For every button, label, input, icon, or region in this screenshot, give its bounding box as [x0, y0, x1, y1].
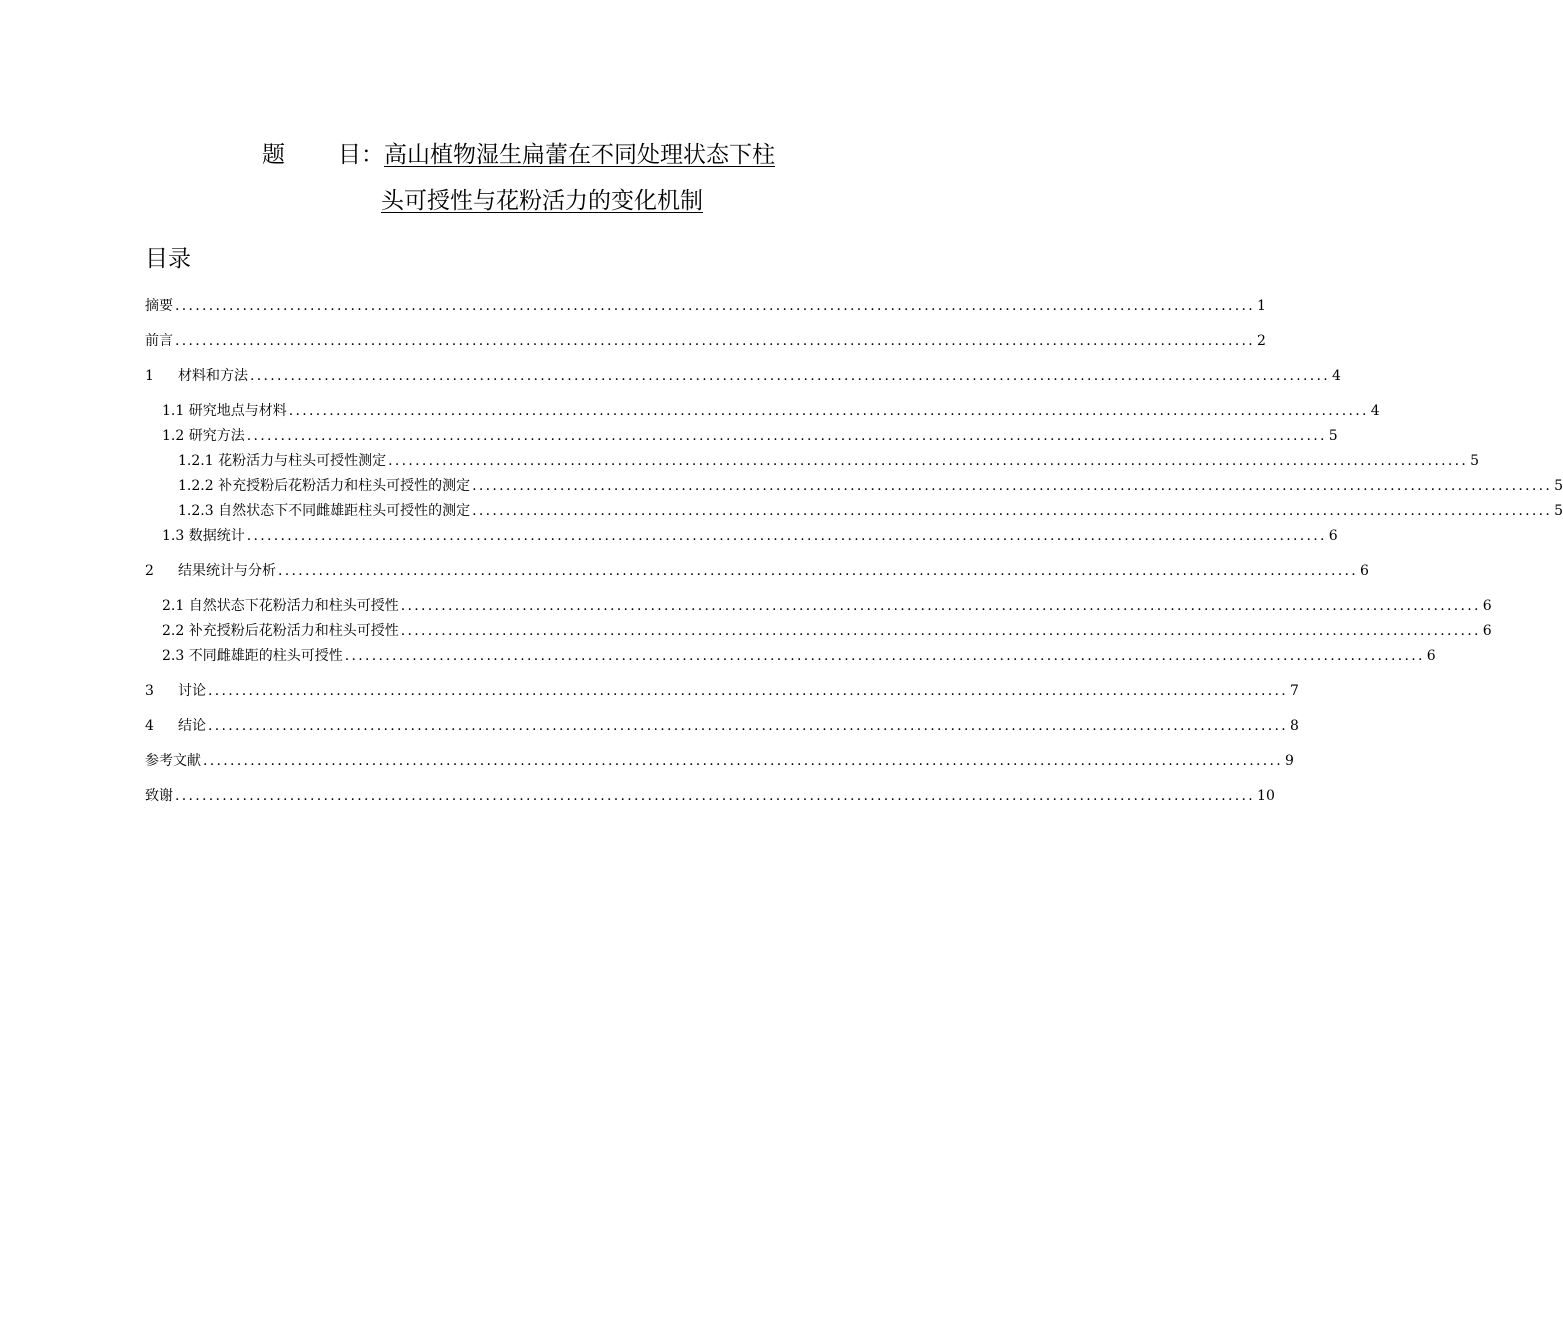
title-label: 题 目：: [262, 142, 384, 168]
toc-entry-preface[interactable]: 前言 ................................................................................................................................................................ 2: [145, 329, 806, 354]
document-title: [262, 132, 822, 224]
leader-dots: ................................................................................................................................................................: [203, 753, 1284, 769]
toc-page-number: 6: [1360, 563, 1369, 579]
leader-dots: ................................................................................................................................................................: [175, 298, 1256, 314]
toc-entry-section-2-1[interactable]: 2.1 自然状态下花粉活力和柱头可授性 ................................................................................................................................................................ 6: [145, 594, 806, 619]
title-text-line-2: 头可授性与花粉活力的变化机制: [381, 188, 703, 214]
toc-page-number: 8: [1290, 718, 1299, 734]
toc-section-number: 2: [145, 563, 154, 579]
toc-entry-abstract[interactable]: 摘要 ................................................................................................................................................................ 1: [145, 294, 806, 319]
toc-page-number: 6: [1482, 623, 1492, 639]
leader-dots: ................................................................................................................................................................: [288, 403, 1369, 419]
title-line-2: [262, 178, 822, 224]
leader-dots: ................................................................................................................................................................: [472, 503, 1553, 519]
toc-entry-section-4[interactable]: 4 结论 ................................................................................................................................................................ 8: [145, 714, 806, 739]
toc-page-number: 9: [1285, 753, 1294, 769]
leader-dots: ................................................................................................................................................................: [175, 788, 1256, 804]
toc-page-number: 4: [1370, 403, 1380, 419]
toc-entry-section-2-3[interactable]: 2.3 不同雌雄距的柱头可授性 ................................................................................................................................................................ 6: [145, 644, 806, 669]
toc-page-number: 5: [1470, 453, 1480, 469]
toc-entry-acknowledgements[interactable]: 致谢 ................................................................................................................................................................ 10: [145, 784, 806, 809]
title-line-1: [262, 132, 822, 178]
toc-page-number: 5: [1554, 503, 1563, 519]
leader-dots: ................................................................................................................................................................: [472, 478, 1553, 494]
leader-dots: ................................................................................................................................................................: [400, 598, 1481, 614]
toc-entry-section-1-2-3[interactable]: 1.2.3 自然状态下不同雌雄距柱头可授性的测定 ................................................................................................................................................................ 5: [145, 499, 806, 524]
leader-dots: ................................................................................................................................................................: [175, 333, 1256, 349]
title-text-line-1: 高山植物湿生扁蕾在不同处理状态下柱: [384, 142, 775, 168]
toc-section-number: 1: [145, 368, 154, 384]
toc-page-number: 5: [1554, 478, 1563, 494]
table-of-contents: [145, 294, 1563, 809]
toc-page-number: 2: [1257, 333, 1266, 349]
leader-dots: ................................................................................................................................................................: [208, 718, 1289, 734]
toc-page-number: 4: [1332, 368, 1341, 384]
leader-dots: ................................................................................................................................................................: [344, 648, 1425, 664]
leader-dots: ................................................................................................................................................................: [250, 368, 1331, 384]
leader-dots: ................................................................................................................................................................: [208, 683, 1289, 699]
toc-page-number: 6: [1482, 598, 1492, 614]
toc-entry-section-2[interactable]: 2 结果统计与分析 ................................................................................................................................................................ 6: [145, 559, 806, 584]
toc-entry-section-1[interactable]: 1 材料和方法 ................................................................................................................................................................ 4: [145, 364, 806, 389]
leader-dots: ................................................................................................................................................................: [278, 563, 1359, 579]
toc-page-number: 7: [1290, 683, 1299, 699]
toc-entry-section-1-3[interactable]: 1.3 数据统计 ................................................................................................................................................................ 6: [145, 524, 806, 549]
toc-entry-section-1-1[interactable]: 1.1 研究地点与材料 ................................................................................................................................................................ 4: [145, 399, 806, 424]
toc-entry-section-1-2[interactable]: 1.2 研究方法 ................................................................................................................................................................ 5: [145, 424, 806, 449]
toc-entry-section-2-2[interactable]: 2.2 补充授粉后花粉活力和柱头可授性 ................................................................................................................................................................ 6: [145, 619, 806, 644]
toc-page-number: 1: [1257, 298, 1266, 314]
leader-dots: ................................................................................................................................................................: [388, 453, 1469, 469]
toc-page-number: 5: [1328, 428, 1338, 444]
toc-section-number: 4: [145, 718, 154, 734]
toc-page-number: 10: [1257, 788, 1275, 804]
toc-page-number: 6: [1328, 528, 1338, 544]
leader-dots: ................................................................................................................................................................: [400, 623, 1481, 639]
toc-entry-references[interactable]: 参考文献 ................................................................................................................................................................ 9: [145, 749, 806, 774]
leader-dots: ................................................................................................................................................................: [246, 528, 1327, 544]
toc-section-number: 3: [145, 683, 154, 699]
toc-page-number: 6: [1426, 648, 1436, 664]
toc-heading: 目录: [145, 246, 191, 272]
leader-dots: ................................................................................................................................................................: [246, 428, 1327, 444]
toc-entry-section-1-2-1[interactable]: 1.2.1 花粉活力与柱头可授性测定 ................................................................................................................................................................ 5: [145, 449, 806, 474]
toc-entry-section-3[interactable]: 3 讨论 ................................................................................................................................................................ 7: [145, 679, 806, 704]
toc-entry-section-1-2-2[interactable]: 1.2.2 补充授粉后花粉活力和柱头可授性的测定 ................................................................................................................................................................ 5: [145, 474, 806, 499]
